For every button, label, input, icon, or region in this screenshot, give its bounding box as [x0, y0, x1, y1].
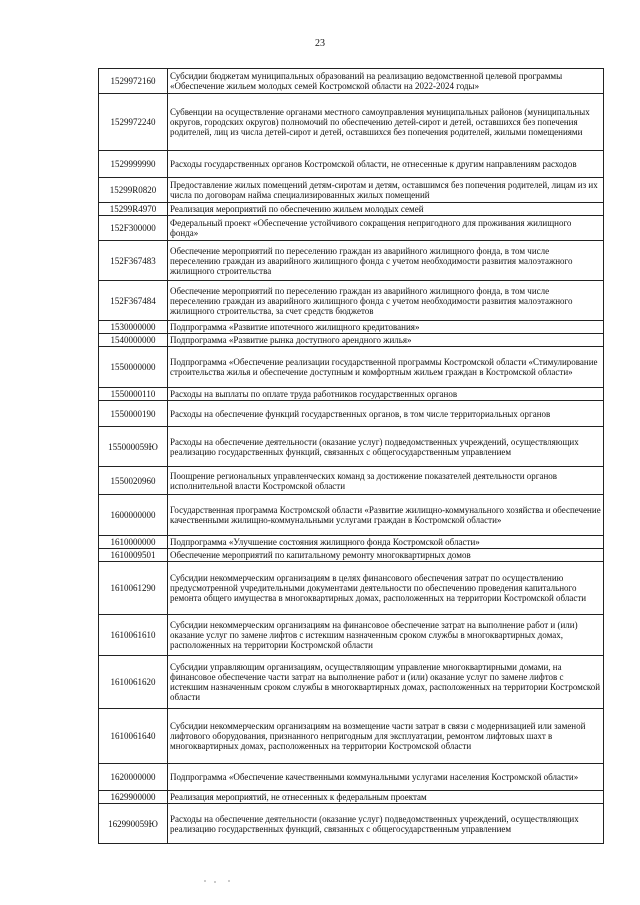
row-description: Подпрограмма «Развитие рынка доступного арендного жилья» [168, 334, 604, 347]
table-row [99, 656, 604, 709]
row-code: 15299R0820 [99, 178, 168, 203]
row-description: Государственная программа Костромской области «Развитие жилищно-коммунального хозяйства и обеспечение качественными жилищно-коммунальными услугами граждан в Костромской области» [168, 495, 604, 536]
row-description: Реализация мероприятий, не отнесенных к федеральным проектам [168, 791, 604, 804]
row-code: 1610000000 [99, 536, 168, 549]
row-code: 152F367484 [99, 281, 168, 321]
table-row [99, 388, 604, 401]
table-row [99, 216, 604, 241]
scan-speck [214, 881, 216, 883]
table-row [99, 709, 604, 764]
row-code: 15299R4970 [99, 203, 168, 216]
row-description: Поощрение региональных управленческих команд за достижение показателей деятельности органов исполнительной власти Костромской области [168, 467, 604, 495]
row-code: 1550020960 [99, 467, 168, 495]
table-row [99, 536, 604, 549]
table-row [99, 427, 604, 467]
row-code: 1629900000 [99, 791, 168, 804]
row-code: 1610061290 [99, 562, 168, 615]
table-row [99, 334, 604, 347]
row-description: Подпрограмма «Обеспечение качественными коммунальными услугами населения Костромской области» [168, 764, 604, 791]
table-row [99, 401, 604, 427]
table-row [99, 791, 604, 804]
table-row [99, 178, 604, 203]
row-code: 1530000000 [99, 321, 168, 334]
table-row [99, 764, 604, 791]
scan-speck [228, 880, 230, 882]
row-code: 162990059Ю [99, 804, 168, 844]
table-body [99, 69, 604, 844]
table-row [99, 94, 604, 151]
row-code: 1529999990 [99, 151, 168, 178]
row-description: Субсидии некоммерческим организациям на возмещение части затрат в связи с модернизацией или заменой лифтового оборудования, признанного непригодным для эксплуатации, ремонтом лифтовых шахт в многоквартирных домах, расположенных на территории Костромской области [168, 709, 604, 764]
budget-classification-table [98, 68, 604, 844]
table-row [99, 151, 604, 178]
table-row [99, 321, 604, 334]
table-row [99, 562, 604, 615]
table-row [99, 495, 604, 536]
row-description: Обеспечение мероприятий по переселению граждан из аварийного жилищного фонда, в том числе переселению граждан из аварийного жилищного фонда с учетом необходимости развития малоэтажного жилищного строительства, за счет средств бюджетов [168, 281, 604, 321]
row-code: 1550000190 [99, 401, 168, 427]
row-code: 1610061640 [99, 709, 168, 764]
table-row [99, 203, 604, 216]
table-row [99, 467, 604, 495]
table-row [99, 615, 604, 656]
row-description: Подпрограмма «Обеспечение реализации государственной программы Костромской области «Стимулирование строительства жилья и обеспечение доступным и комфортным жильем граждан в Костромской области» [168, 347, 604, 388]
row-code: 1529972240 [99, 94, 168, 151]
row-description: Обеспечение мероприятий по переселению граждан из аварийного жилищного фонда, в том числе переселению граждан из аварийного жилищного фонда с учетом необходимости развития малоэтажного жилищного строительства [168, 241, 604, 281]
row-code: 155000059Ю [99, 427, 168, 467]
table-row [99, 347, 604, 388]
row-description: Субсидии управляющим организациям, осуществляющим управление многоквартирными домами, на финансовое обеспечение части затрат на выполнение работ и (или) оказание услуг по замене лифтов с истекшим назначенным сроком службы в многоквартирных домах, расположенных на территории Костромской области [168, 656, 604, 709]
row-code: 1550000110 [99, 388, 168, 401]
row-description: Реализация мероприятий по обеспечению жильем молодых семей [168, 203, 604, 216]
row-code: 1610061610 [99, 615, 168, 656]
scan-speck [204, 880, 206, 882]
row-code: 1540000000 [99, 334, 168, 347]
row-description: Расходы государственных органов Костромской области, не отнесенные к другим направлениям расходов [168, 151, 604, 178]
row-description: Подпрограмма «Улучшение состояния жилищного фонда Костромской области» [168, 536, 604, 549]
row-description: Расходы на обеспечение деятельности (оказание услуг) подведомственных учреждений, осуществляющих реализацию государственных функций, связанных с общегосударственным управлением [168, 804, 604, 844]
table-row [99, 549, 604, 562]
row-description: Предоставление жилых помещений детям-сиротам и детям, оставшимся без попечения родителей, лицам из их числа по договорам найма специализированных жилых помещений [168, 178, 604, 203]
row-code: 1600000000 [99, 495, 168, 536]
row-description: Субсидии некоммерческим организациям на финансовое обеспечение затрат на выполнение работ и (или) оказание услуг по замене лифтов с истекшим назначенным сроком службы в многоквартирных домах, расположенных на территории Костромской области [168, 615, 604, 656]
row-description: Подпрограмма «Развитие ипотечного жилищного кредитования» [168, 321, 604, 334]
table-row [99, 804, 604, 844]
page-number: 23 [315, 38, 325, 49]
table-row [99, 241, 604, 281]
row-code: 1610009501 [99, 549, 168, 562]
row-description: Обеспечение мероприятий по капитальному ремонту многоквартирных домов [168, 549, 604, 562]
row-code: 152F367483 [99, 241, 168, 281]
row-code: 152F300000 [99, 216, 168, 241]
row-code: 1610061620 [99, 656, 168, 709]
row-code: 1620000000 [99, 764, 168, 791]
row-code: 1550000000 [99, 347, 168, 388]
row-description: Расходы на выплаты по оплате труда работников государственных органов [168, 388, 604, 401]
row-description: Федеральный проект «Обеспечение устойчивого сокращения непригодного для проживания жилищного фонда» [168, 216, 604, 241]
table-row [99, 281, 604, 321]
table-row [99, 69, 604, 94]
row-description: Расходы на обеспечение функций государственных органов, в том числе территориальных органов [168, 401, 604, 427]
row-description: Субвенции на осуществление органами местного самоуправления муниципальных районов (муниципальных округов, городских округов) полномочий по обеспечению детей-сирот и детей, оставшихся без попечения родителей, лиц из числа детей-сирот и детей, оставшихся без попечения родителей, жилыми помещениями [168, 94, 604, 151]
row-description: Субсидии бюджетам муниципальных образований на реализацию ведомственной целевой программы «Обеспечение жильем молодых семей Костромской области на 2022-2024 годы» [168, 69, 604, 94]
row-description: Расходы на обеспечение деятельности (оказание услуг) подведомственных учреждений, осуществляющих реализацию государственных функций, связанных с общегосударственным управлением [168, 427, 604, 467]
row-code: 1529972160 [99, 69, 168, 94]
row-description: Субсидии некоммерческим организациям в целях финансового обеспечения затрат по осуществлению предусмотренной учредительными документами деятельности по обеспечению проведения капитального ремонта общего имущества в многоквартирных домах, расположенных на территории Костромской области [168, 562, 604, 615]
